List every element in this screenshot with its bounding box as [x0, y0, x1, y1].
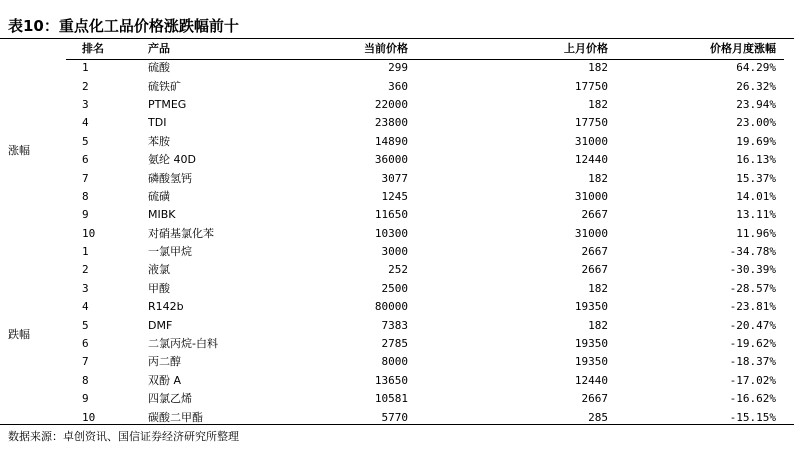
- table-row: [0, 77, 794, 95]
- padding-cell: [776, 96, 794, 114]
- current-price-cell: 80000: [374, 300, 408, 314]
- monthly-change-column-header: 价格月度涨幅: [710, 42, 776, 55]
- last-month-price-cell: 285: [588, 410, 608, 424]
- rank-cell: 3: [82, 281, 89, 295]
- product-cell: PTMEG: [148, 97, 187, 111]
- current-price-cell: 299: [388, 61, 408, 75]
- rank-cell: 2: [82, 79, 89, 93]
- product-cell: 丙二醇: [148, 355, 181, 369]
- monthly-change-cell: -30.39%: [729, 263, 776, 277]
- monthly-change-cell: 14.01%: [736, 189, 776, 203]
- rank-cell: 8: [82, 189, 89, 203]
- product-cell: TDI: [148, 116, 167, 130]
- padding-cell: [776, 280, 794, 298]
- product-cell: 四氯乙烯: [148, 392, 192, 406]
- product-cell: 对硝基氯化苯: [148, 226, 214, 240]
- current-price-cell: 10581: [374, 392, 408, 406]
- monthly-change-cell: -19.62%: [729, 337, 776, 351]
- table-row: [0, 335, 794, 353]
- current-price-cell: 11650: [374, 208, 408, 222]
- current-price-cell: 22000: [374, 97, 408, 111]
- product-cell: 碳酸二甲酯: [148, 410, 203, 424]
- monthly-change-cell: 23.94%: [736, 97, 776, 111]
- table-row: [0, 353, 794, 371]
- rank-cell: 9: [82, 208, 89, 222]
- product-cell: 一氯甲烷: [148, 245, 192, 259]
- bottom-rule: [0, 424, 794, 425]
- product-cell: MIBK: [148, 208, 176, 222]
- table-row: [0, 133, 794, 151]
- rank-cell: 2: [82, 263, 89, 277]
- current-price-cell: 5770: [381, 410, 408, 424]
- table-row: [0, 261, 794, 279]
- padding-column: [776, 39, 794, 59]
- last-month-price-cell: 2667: [581, 245, 608, 259]
- current-price-cell: 2785: [381, 337, 408, 351]
- rank-cell: 7: [82, 171, 89, 185]
- current-price-cell: 3000: [381, 245, 408, 259]
- table-row: [0, 114, 794, 132]
- table-row: [0, 169, 794, 187]
- table-title: 表10：重点化工品价格涨跌幅前十: [8, 17, 239, 35]
- padding-cell: [776, 261, 794, 279]
- padding-cell: [776, 151, 794, 169]
- data-source-note: 数据来源：卓创资讯、国信证券经济研究所整理: [8, 430, 239, 443]
- rank-cell: 10: [82, 226, 96, 240]
- monthly-change-cell: 15.37%: [736, 171, 776, 185]
- monthly-change-cell: 19.69%: [736, 134, 776, 148]
- monthly-change-cell: -15.15%: [729, 410, 776, 424]
- last-month-price-cell: 182: [588, 171, 608, 185]
- padding-cell: [776, 316, 794, 334]
- rank-cell: 9: [82, 392, 89, 406]
- current-price-cell: 36000: [374, 153, 408, 167]
- last-month-price-cell: 19350: [574, 337, 608, 351]
- product-cell: 磷酸氢钙: [148, 171, 192, 185]
- last-month-price-cell: 17750: [574, 79, 608, 93]
- padding-cell: [776, 206, 794, 224]
- padding-cell: [776, 298, 794, 316]
- product-cell: R142b: [148, 300, 184, 314]
- rank-cell: 10: [82, 410, 96, 424]
- product-column-header: 产品: [148, 42, 170, 55]
- current-price-cell: 8000: [381, 355, 408, 369]
- table-row: [0, 390, 794, 408]
- monthly-change-cell: -17.02%: [729, 373, 776, 387]
- last-month-price-cell: 31000: [574, 134, 608, 148]
- padding-cell: [776, 77, 794, 95]
- table-row: [0, 298, 794, 316]
- table-row: [0, 96, 794, 114]
- current-price-cell: 360: [388, 79, 408, 93]
- last-month-price-cell: 19350: [574, 300, 608, 314]
- monthly-change-cell: -18.37%: [729, 355, 776, 369]
- table-row: [0, 372, 794, 390]
- table-row: [0, 188, 794, 206]
- product-cell: 双酚 A: [148, 373, 182, 387]
- last-month-price-cell: 31000: [574, 226, 608, 240]
- group-column-header: [0, 39, 82, 59]
- table-row: [0, 225, 794, 243]
- last-month-price-cell: 2667: [581, 263, 608, 277]
- rank-cell: 8: [82, 373, 89, 387]
- group-label: 涨幅: [8, 143, 30, 157]
- padding-cell: [776, 353, 794, 371]
- last-month-price-column-header: 上月价格: [564, 42, 608, 55]
- product-cell: 硫酸: [148, 61, 170, 75]
- current-price-cell: 7383: [381, 318, 408, 332]
- padding-cell: [776, 188, 794, 206]
- rank-cell: 4: [82, 116, 89, 130]
- current-price-cell: 10300: [374, 226, 408, 240]
- monthly-change-cell: 11.96%: [736, 226, 776, 240]
- current-price-cell: 2500: [381, 281, 408, 295]
- rank-cell: 5: [82, 318, 89, 332]
- padding-cell: [776, 372, 794, 390]
- current-price-cell: 13650: [374, 373, 408, 387]
- current-price-column-header: 当前价格: [364, 42, 408, 55]
- current-price-cell: 3077: [381, 171, 408, 185]
- rank-cell: 1: [82, 61, 89, 75]
- rank-cell: 6: [82, 337, 89, 351]
- product-cell: 硫铁矿: [148, 79, 181, 93]
- rank-cell: 4: [82, 300, 89, 314]
- current-price-cell: 252: [388, 263, 408, 277]
- group-label: 跌幅: [8, 327, 30, 341]
- last-month-price-cell: 2667: [581, 392, 608, 406]
- last-month-price-cell: 17750: [574, 116, 608, 130]
- monthly-change-cell: -34.78%: [729, 245, 776, 259]
- last-month-price-cell: 12440: [574, 153, 608, 167]
- padding-cell: [776, 335, 794, 353]
- product-cell: 甲酸: [148, 281, 170, 295]
- monthly-change-cell: -28.57%: [729, 281, 776, 295]
- table-body: [0, 59, 794, 427]
- rank-cell: 5: [82, 134, 89, 148]
- monthly-change-cell: 16.13%: [736, 153, 776, 167]
- last-month-price-cell: 182: [588, 318, 608, 332]
- padding-cell: [776, 225, 794, 243]
- monthly-change-cell: 64.29%: [736, 61, 776, 75]
- product-cell: 二氯丙烷-白料: [148, 337, 218, 351]
- last-month-price-cell: 2667: [581, 208, 608, 222]
- monthly-change-cell: 26.32%: [736, 79, 776, 93]
- last-month-price-cell: 31000: [574, 189, 608, 203]
- current-price-cell: 1245: [381, 189, 408, 203]
- rank-cell: 7: [82, 355, 89, 369]
- table-row: [0, 59, 794, 77]
- monthly-change-cell: -23.81%: [729, 300, 776, 314]
- last-month-price-cell: 19350: [574, 355, 608, 369]
- table-row: [0, 151, 794, 169]
- padding-cell: [776, 243, 794, 261]
- monthly-change-cell: -16.62%: [729, 392, 776, 406]
- padding-cell: [776, 59, 794, 77]
- table-row: [0, 280, 794, 298]
- padding-cell: [776, 169, 794, 187]
- product-cell: 苯胺: [148, 134, 170, 148]
- rank-cell: 1: [82, 245, 89, 259]
- monthly-change-cell: 23.00%: [736, 116, 776, 130]
- last-month-price-cell: 182: [588, 61, 608, 75]
- product-cell: 氨纶 40D: [148, 153, 196, 167]
- padding-cell: [776, 390, 794, 408]
- current-price-cell: 23800: [374, 116, 408, 130]
- padding-cell: [776, 114, 794, 132]
- monthly-change-cell: 13.11%: [736, 208, 776, 222]
- table-row: [0, 206, 794, 224]
- padding-cell: [776, 133, 794, 151]
- product-cell: 液氯: [148, 263, 170, 277]
- rank-column-header: 排名: [82, 42, 104, 55]
- monthly-change-cell: -20.47%: [729, 318, 776, 332]
- price-change-table: [0, 39, 794, 427]
- product-cell: 硫磺: [148, 189, 170, 203]
- rank-cell: 6: [82, 153, 89, 167]
- table-row: [0, 243, 794, 261]
- last-month-price-cell: 12440: [574, 373, 608, 387]
- table-row: [0, 316, 794, 334]
- last-month-price-cell: 182: [588, 97, 608, 111]
- product-cell: DMF: [148, 318, 173, 332]
- table-header-row: [0, 39, 794, 59]
- rank-cell: 3: [82, 97, 89, 111]
- last-month-price-cell: 182: [588, 281, 608, 295]
- current-price-cell: 14890: [374, 134, 408, 148]
